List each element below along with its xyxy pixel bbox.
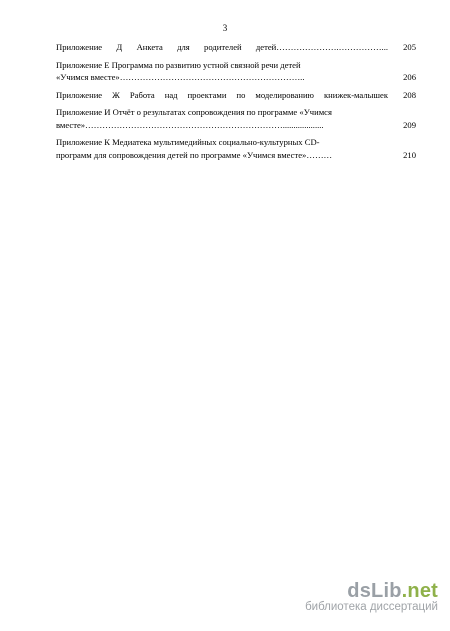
toc-entry-appendix-k bbox=[56, 136, 416, 161]
toc-entry-page: 208 bbox=[403, 89, 416, 100]
toc-entry-appendix-i bbox=[56, 106, 416, 131]
page-number: 3 bbox=[222, 23, 228, 33]
toc-entry-appendix-d bbox=[56, 41, 416, 54]
logo-main-text: dsLib bbox=[347, 580, 402, 602]
logo-accent-text: .net bbox=[401, 580, 438, 602]
toc-entry-title: Приложение Д Анкета для родителей детей………………….……………... bbox=[56, 42, 388, 52]
toc-entry-page: 209 bbox=[403, 119, 416, 130]
toc-entry-title: Приложение И Отчёт о результатах сопровождения по программе «Учимся вместе»……………………………………………………………................... bbox=[56, 107, 332, 130]
toc-entry-appendix-e bbox=[56, 59, 416, 84]
toc-entry-title: Приложение К Медиатека мультимедийных социально-культурных CD- программ для сопровождения детей по программе «Учимся вместе»……… bbox=[56, 137, 333, 160]
toc-entry-title: Приложение Е Программа по развитию устной связной речи детей «Учимся вместе»……………………………………………………….. bbox=[56, 59, 305, 82]
watermark-tagline: библиотека диссертаций bbox=[305, 601, 438, 613]
toc-entry-page: 206 bbox=[403, 72, 416, 82]
dslib-logo bbox=[305, 580, 438, 603]
toc-entry-title: Приложение Ж Работа над проектами по моделированию книжек-малышек bbox=[56, 89, 388, 100]
dslib-watermark bbox=[305, 580, 438, 613]
table-of-contents bbox=[56, 41, 416, 166]
toc-entry-appendix-zh bbox=[56, 89, 416, 102]
toc-entry-page: 210 bbox=[403, 149, 416, 160]
toc-entry-page: 205 bbox=[403, 42, 416, 52]
